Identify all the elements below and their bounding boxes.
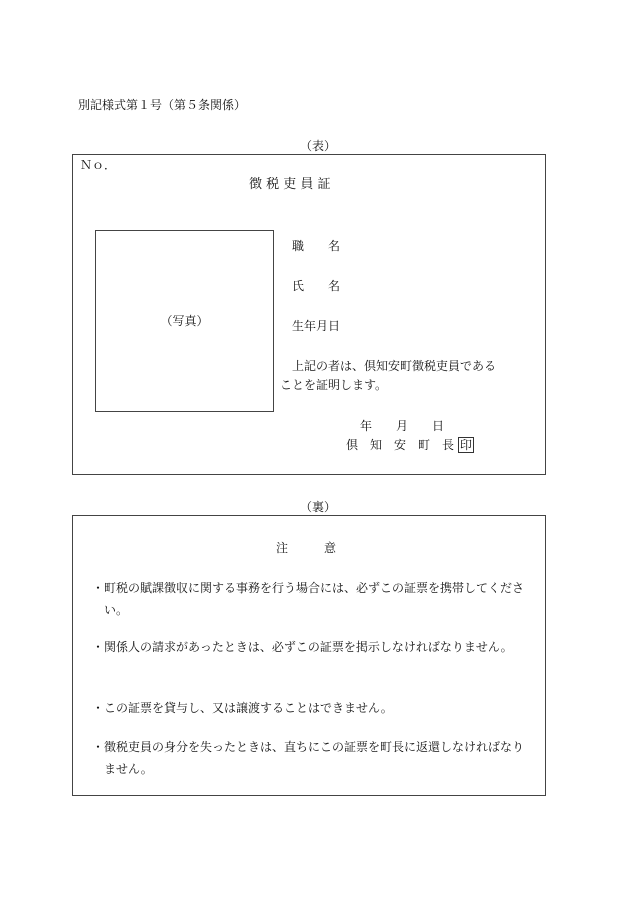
note-bullet: ・ (92, 740, 105, 754)
note-bullet: ・ (92, 581, 105, 595)
front-side-label: （表） (300, 139, 337, 153)
photo-box (95, 230, 274, 412)
date-line: 年 月 日 (360, 419, 445, 433)
note-item (92, 636, 532, 680)
note-bullet: ・ (92, 701, 105, 715)
issuer-name: 倶 知 安 町 長 (346, 438, 455, 452)
seal-mark: 印 (459, 438, 472, 452)
field-name: 氏 名 (292, 279, 341, 293)
notice-title: 注 意 (276, 541, 337, 555)
card-title: 徴 税 吏 員 証 (249, 177, 331, 192)
note-bullet: ・ (92, 640, 105, 654)
note-item (92, 697, 532, 719)
field-birthdate: 生年月日 (292, 319, 341, 333)
issuer-line (346, 437, 474, 453)
note-item (92, 577, 532, 621)
front-card (72, 154, 546, 475)
note-text: この証票を貸与し、又は譲渡することはできません。 (104, 701, 393, 715)
note-text: 関係人の請求があったときは、必ずこの証票を掲示しなければなりません。 (104, 640, 513, 654)
back-side-label: （裏） (300, 500, 337, 514)
field-position: 職 名 (292, 239, 341, 253)
note-item (92, 736, 532, 780)
certification-line-1: 上記の者は、倶知安町徴税吏員である (292, 359, 497, 373)
certification-line-2: ことを証明します。 (280, 378, 388, 392)
number-label: Ｎｏ． (80, 158, 117, 172)
note-text: 町税の賦課徴収に関する事務を行う場合には、必ずこの証票を携帯してください。 (104, 581, 525, 617)
photo-label: （写真） (160, 314, 209, 328)
form-label: 別記様式第１号（第５条関係） (78, 98, 247, 112)
note-text: 徴税吏員の身分を失ったときは、直ちにこの証票を町長に返還しなければなりません。 (104, 740, 525, 776)
